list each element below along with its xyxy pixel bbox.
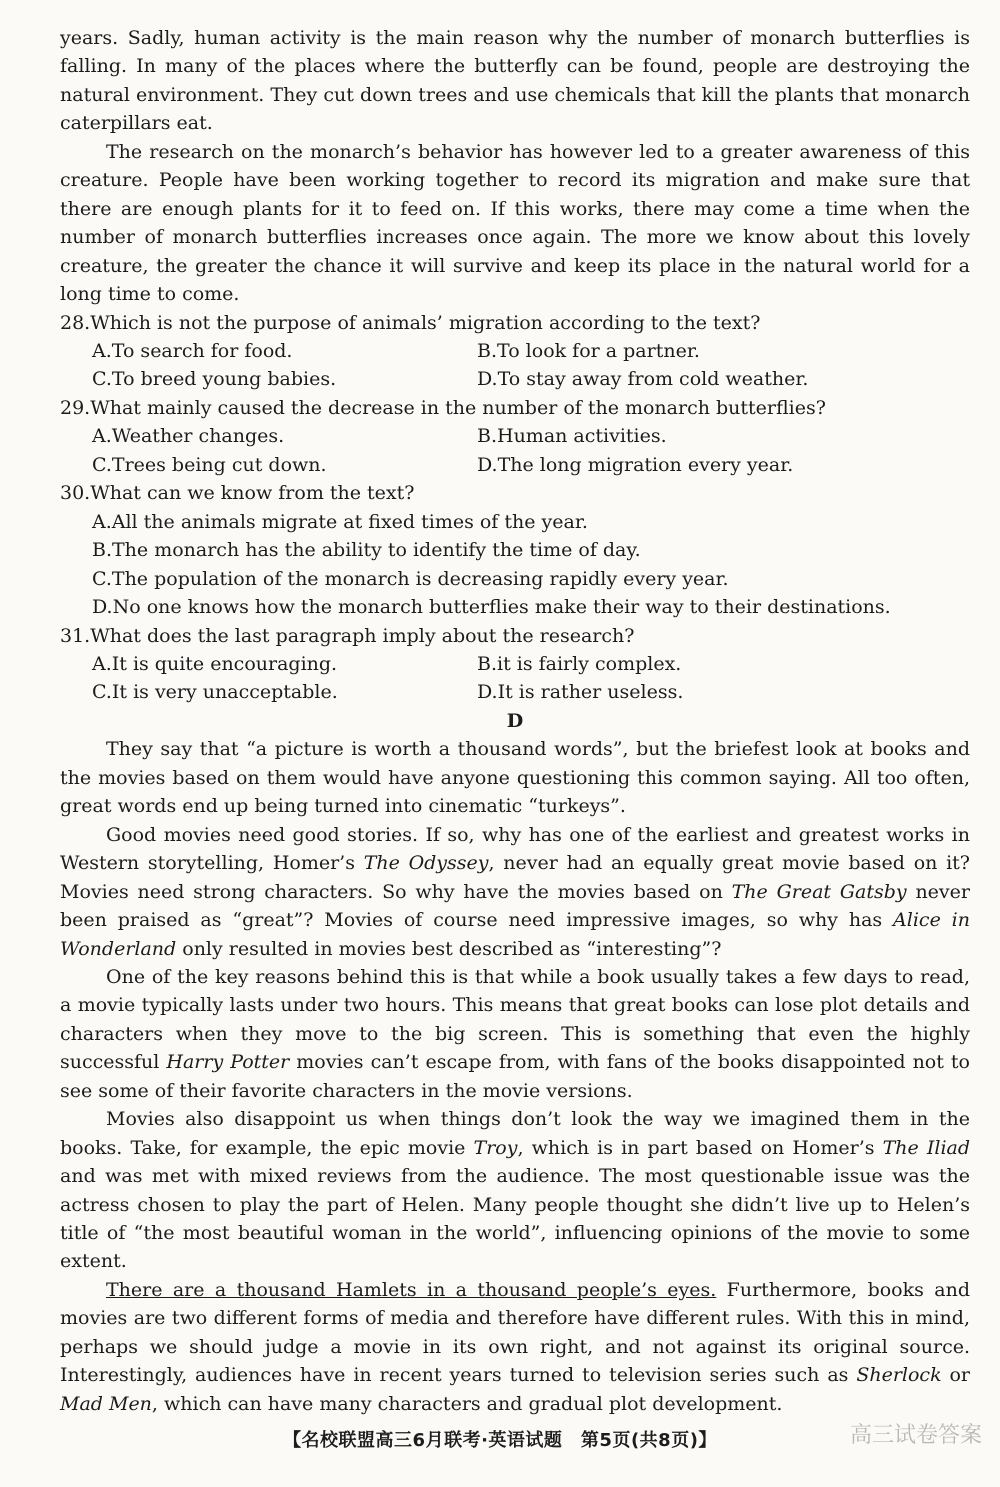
- option-a: A.To search for food.: [92, 339, 293, 362]
- option-b: B.To look for a partner.: [477, 339, 700, 362]
- option-c: C.It is very unacceptable.: [92, 681, 338, 704]
- passage-paragraph: There are a thousand Hamlets in a thousand people’s eyes. Furthermore, books and movies are two different forms of media and therefore have different rules. With this in mind, perhaps we should judge a movie in its own right, and not against its original source. Interestingly, audiences have in recent years turned to television series such as Sherlock or Mad Men, which can have many characters and gradual plot development.: [60, 1278, 971, 1415]
- option-d: D.The long migration every year.: [477, 453, 794, 476]
- passage-paragraph: years. Sadly, human activity is the main reason why the number of monarch butterflies is falling. In many of the places where the butterfly can be found, people are destroying the natural environment. They cut down trees and use chemicals that kill the plants that monarch caterpillars eat.: [60, 27, 970, 135]
- watermark: 高三试卷答案: [849, 1423, 982, 1448]
- question-stem: 30.What can we know from the text?: [60, 482, 415, 505]
- passage-paragraph: Good movies need good stories. If so, why has one of the earliest and greatest works in Western storytelling, Homer’s The Odyssey, never had an equally great movie based on it? Movies need strong characters. So why have the movies based on The Great Gatsby never been praised as “great”? Movies of course need impressive images, so why has Alice in Wonderland only resulted in movies best described as “interesting”?: [60, 823, 970, 960]
- option-c: C.Trees being cut down.: [92, 453, 327, 476]
- movie-title: Troy: [473, 1136, 518, 1159]
- option-a: A.It is quite encouraging.: [92, 652, 338, 675]
- question-stem: 31.What does the last paragraph imply about the research?: [60, 624, 635, 647]
- book-title: The Great Gatsby: [731, 880, 907, 903]
- underlined-sentence: There are a thousand Hamlets in a thousand people’s eyes.: [106, 1278, 717, 1301]
- series-title: Mad Men: [60, 1392, 152, 1415]
- option-b: B.The monarch has the ability to identify the time of day.: [92, 539, 641, 562]
- question-stem: 28.Which is not the purpose of animals’ migration according to the text?: [60, 311, 761, 334]
- option-b: B.it is fairly complex.: [477, 652, 682, 675]
- exam-page: [60, 24, 970, 1418]
- section-label: D: [506, 709, 524, 732]
- page-footer: 【名校联盟高三6月联考·英语试题 第5页(共8页)】: [283, 1430, 717, 1451]
- option-a: A.All the animals migrate at fixed times of the year.: [92, 510, 588, 533]
- option-d: D.No one knows how the monarch butterflies make their way to their destinations.: [92, 596, 891, 619]
- passage-paragraph: Movies also disappoint us when things don’t look the way we imagined them in the books. Take, for example, the epic movie Troy, which is in part based on Homer’s The Iliad and was met with mixed reviews from the audience. The most questionable issue was the actress chosen to play the part of Helen. Many people thought she didn’t live up to Helen’s title of “the most beautiful woman in the world”, influencing opinions of the movie to some extent.: [60, 1108, 971, 1273]
- question-31: [60, 622, 970, 707]
- option-c: C.To breed young babies.: [92, 368, 337, 391]
- series-title: Sherlock: [856, 1364, 942, 1387]
- question-30: [60, 479, 970, 621]
- question-28: [60, 309, 970, 394]
- option-a: A.Weather changes.: [92, 425, 285, 448]
- passage-paragraph: The research on the monarch’s behavior has however led to a greater awareness of this creature. People have been working together to record its migration and make sure that there are enough plants for it to feed on. If this works, there may come a time when the number of monarch butterflies increases once again. The more we know about this lovely creature, the greater the chance it will survive and keep its place in the natural world for a long time to come.: [60, 140, 970, 306]
- passage-paragraph: They say that “a picture is worth a thousand words”, but the briefest look at books and the movies based on them would have anyone questioning this common saying. All too often, great words end up being turned into cinematic “turkeys”.: [60, 738, 970, 818]
- question-29: [60, 394, 970, 479]
- option-b: B.Human activities.: [477, 425, 667, 448]
- book-title: Alice in Wonderland: [60, 909, 970, 960]
- option-c: C.The population of the monarch is decreasing rapidly every year.: [92, 567, 729, 590]
- book-title: The Odyssey: [363, 852, 489, 875]
- passage-paragraph: One of the key reasons behind this is that while a book usually takes a few days to read, a movie typically lasts under two hours. This means that great books can lose plot details and characters when they move to the big screen. This is something that even the highly successful Harry Potter movies can’t escape from, with fans of the books disappointed not to see some of their favorite characters in the movie versions.: [60, 965, 970, 1102]
- option-d: D.It is rather useless.: [477, 681, 684, 704]
- book-title: The Iliad: [882, 1136, 971, 1159]
- book-title: Harry Potter: [166, 1051, 290, 1074]
- question-stem: 29.What mainly caused the decrease in the number of the monarch butterflies?: [60, 396, 826, 419]
- option-d: D.To stay away from cold weather.: [477, 368, 809, 391]
